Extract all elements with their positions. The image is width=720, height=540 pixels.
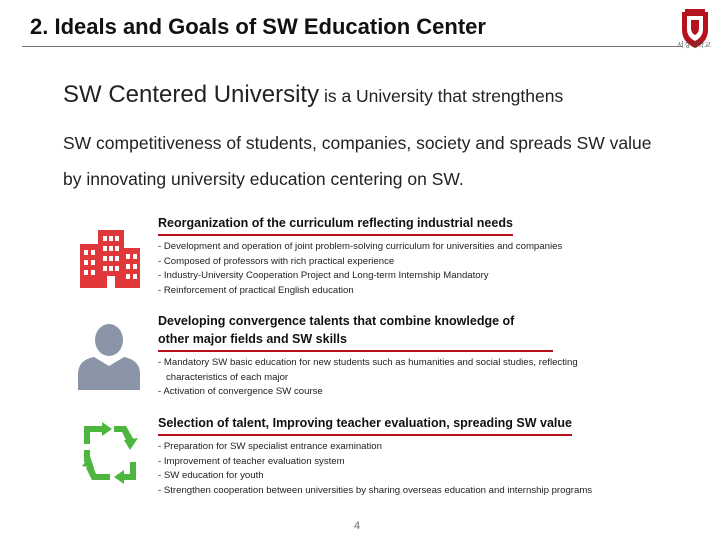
section-convergence	[158, 312, 698, 400]
section-title: Selection of talent, Improving teacher evaluation, spreading SW value	[158, 414, 572, 436]
bullet-item: - Mandatory SW basic education for new students such as humanities and social studies, reflecting	[158, 357, 578, 368]
recycle-icon	[78, 422, 142, 490]
section-title-line-1: Developing convergence talents that combine knowledge of	[158, 314, 515, 328]
title-divider	[22, 46, 682, 47]
bullet-item: - Reinforcement of practical English education	[158, 284, 354, 296]
section-bullets	[158, 356, 698, 400]
bullet-item: - Composed of professors with rich practical experience	[158, 255, 395, 267]
bullet-item: - Improvement of teacher evaluation system	[158, 455, 345, 467]
slide-title: 2. Ideals and Goals of SW Education Center	[30, 14, 486, 39]
page-number: 4	[354, 520, 361, 532]
buildings-icon	[78, 228, 142, 288]
section-bullets	[158, 440, 698, 498]
section-title	[158, 312, 553, 352]
bullet-item: - Development and operation of joint problem-solving curriculum for universities and companies	[158, 241, 563, 252]
bullet-item: - SW education for youth	[158, 470, 264, 481]
intro-line-2: SW competitiveness of students, companies, society and spreads SW value	[63, 133, 652, 153]
bullet-item: characteristics of each major	[166, 371, 289, 383]
bullet-item: - Strengthen cooperation between universities by sharing overseas education and internship programs	[158, 484, 593, 496]
bullet-item: - Industry-University Cooperation Project and Long-term Internship Mandatory	[158, 270, 489, 281]
section-title-line-2: other major fields and SW skills	[158, 332, 347, 346]
intro-emphasis: SW Centered University	[63, 81, 320, 108]
intro-line-1	[63, 81, 703, 108]
section-curriculum	[158, 214, 698, 298]
bullet-item: - Activation of convergence SW course	[158, 386, 323, 397]
intro-line-3: by innovating university education centering on SW.	[63, 169, 464, 189]
person-icon	[78, 322, 140, 390]
intro-line-1-rest: is a University that strengthens	[319, 86, 564, 106]
section-talent	[158, 414, 698, 498]
bullet-item: - Preparation for SW specialist entrance examination	[158, 441, 382, 452]
university-logo-text: 서강대학교	[677, 42, 711, 49]
intro-statement	[63, 81, 703, 189]
section-title: Reorganization of the curriculum reflecting industrial needs	[158, 214, 513, 236]
section-bullets	[158, 240, 698, 298]
